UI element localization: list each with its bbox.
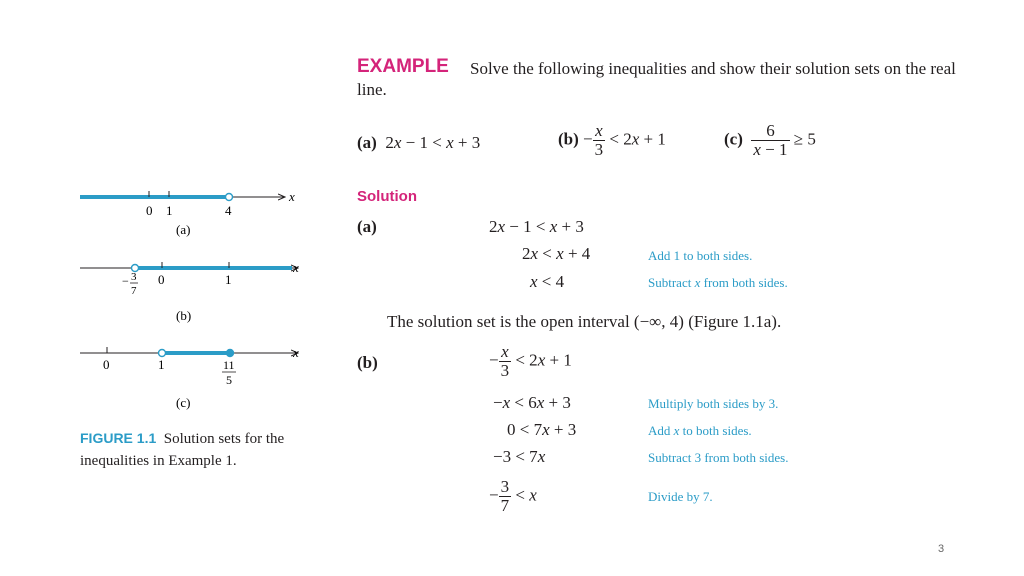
- solution-b-label: (b): [357, 353, 378, 372]
- solution-b-step-1: − $\frac{x}{3}$ < 2x + 1: [489, 342, 572, 380]
- example-prompt-continued: line.: [357, 80, 387, 99]
- solution-a-step-2: 2x < x + 4: [522, 244, 591, 263]
- number-line-b: [80, 260, 299, 323]
- figure-caption: FIGURE 1.1 Solution sets for the: [80, 430, 285, 447]
- part-a: (a) 2x − 1 < x + 3: [357, 133, 481, 152]
- solution-a-step-1: 2x − 1 < x + 3: [489, 217, 584, 236]
- tick-label-b-0: 0: [158, 272, 165, 287]
- part-c: (c) $\frac{6}{x - 1}$ ≥ 5: [724, 121, 816, 159]
- solution-b-note-2: Multiply both sides by 3.: [648, 396, 779, 411]
- axis-label-a: x: [289, 189, 295, 204]
- solution-b-note-5: Divide by 7.: [648, 489, 713, 504]
- solution-b-note-4: Subtract 3 from both sides.: [648, 450, 789, 465]
- tick-label-a-4: 4: [225, 203, 232, 218]
- tick-label-c-0: 0: [103, 357, 110, 372]
- tick-label-c-den: 5: [226, 373, 232, 387]
- solution-a-note-3: Subtract x from both sides.: [648, 275, 788, 290]
- solution-a-note-2: Add 1 to both sides.: [648, 248, 753, 263]
- tick-label-a-0: 0: [146, 203, 153, 218]
- solution-b-step-4: −3 < 7x: [493, 447, 546, 466]
- sublabel-a: (a): [176, 222, 191, 237]
- tick-label-b-1: 1: [225, 272, 232, 287]
- tick-label-a-1: 1: [166, 203, 173, 218]
- figure-caption-label: FIGURE 1.1: [80, 430, 157, 446]
- tick-label-b-num: 3: [131, 271, 137, 283]
- solution-a-step-3: x < 4: [530, 272, 565, 291]
- figure-caption-line-2: inequalities in Example 1.: [80, 453, 237, 469]
- figure-number-lines: [70, 180, 320, 420]
- closed-endpoint-c: [227, 350, 234, 357]
- number-line-c: [80, 345, 299, 410]
- number-line-a: [80, 189, 295, 237]
- part-b: (b) − $\frac{x}{3}$ < 2x + 1: [558, 121, 666, 159]
- page-number: 3: [938, 543, 945, 555]
- tick-label-b-neg: −: [122, 274, 129, 288]
- solution-a-conclusion: The solution set is the open interval (−∞, 4) (Figure 1.1a).: [387, 312, 782, 331]
- solution-b-note-3: Add x to both sides.: [648, 423, 752, 438]
- example-prompt: Solve the following inequalities and show their solution sets on the real: [470, 59, 956, 78]
- tick-label-c-1: 1: [158, 357, 165, 372]
- axis-label-b: x: [293, 260, 299, 275]
- solution-a-label: (a): [357, 217, 377, 236]
- open-endpoint-a: [226, 194, 233, 201]
- sublabel-c: (c): [176, 395, 191, 410]
- sublabel-b: (b): [176, 308, 192, 323]
- tick-label-b-den: 7: [131, 285, 137, 297]
- example-label: EXAMPLE: [357, 56, 449, 77]
- solution-heading: Solution: [357, 188, 417, 205]
- tick-label-c-num: 11: [223, 358, 235, 372]
- solution-b-step-5: − $\frac{3}{7}$ < x: [489, 477, 537, 515]
- solution-b-step-2: −x < 6x + 3: [493, 393, 571, 412]
- open-endpoint-c: [159, 350, 166, 357]
- solution-b-step-3: 0 < 7x + 3: [507, 420, 577, 439]
- axis-label-c: x: [293, 345, 299, 360]
